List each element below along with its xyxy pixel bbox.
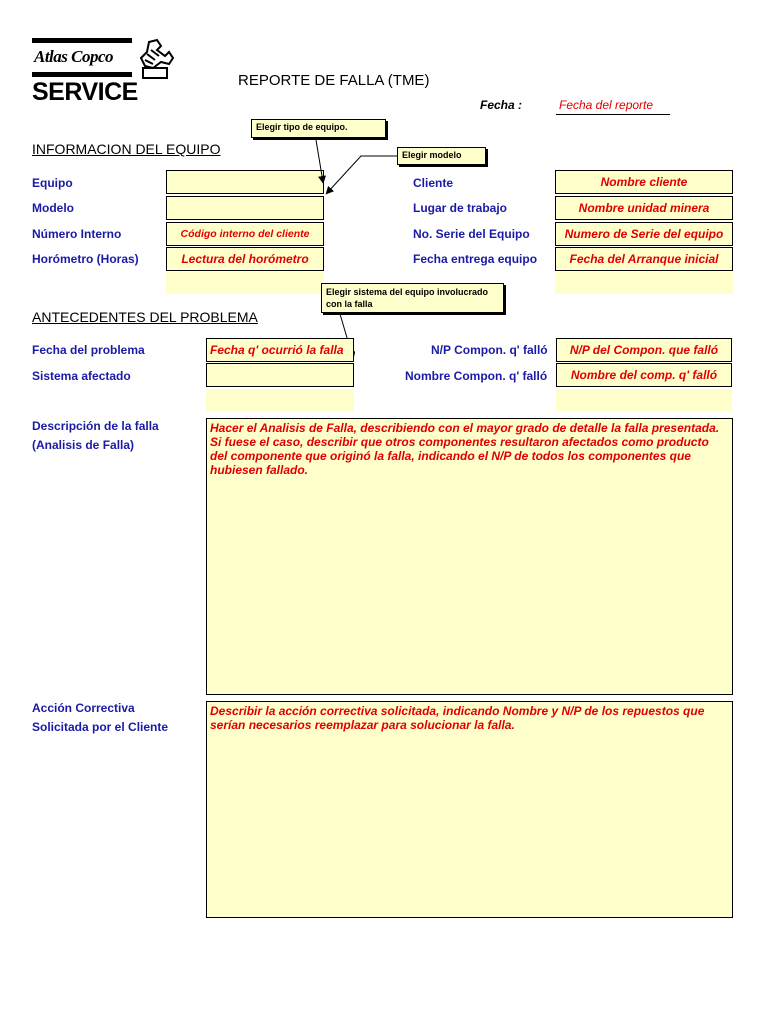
lugar-trabajo-value: Nombre unidad minera bbox=[578, 201, 710, 215]
fecha-problema-label: Fecha del problema bbox=[32, 343, 145, 357]
model-arrow bbox=[327, 156, 397, 193]
accion-field[interactable] bbox=[206, 701, 733, 918]
page-title: REPORTE DE FALLA (TME) bbox=[238, 72, 430, 89]
date-label: Fecha : bbox=[480, 98, 523, 112]
accion-label-2: Solicitada por el Cliente bbox=[32, 720, 169, 734]
np-compon-field[interactable] bbox=[556, 338, 732, 362]
fecha-problema-value: Fecha q' ocurrió la falla bbox=[210, 343, 344, 357]
problem-section-title: ANTECEDENTES DEL PROBLEMA bbox=[32, 309, 258, 325]
nombre-compon-value: Nombre del comp. q' falló bbox=[570, 368, 718, 382]
logo-brand-text: Atlas Copco bbox=[34, 47, 114, 66]
equipment-type-arrow bbox=[316, 140, 323, 182]
modelo-label: Modelo bbox=[32, 201, 74, 215]
accion-label-1: Acción Correctiva bbox=[32, 701, 135, 715]
sistema-afectado-label: Sistema afectado bbox=[32, 369, 131, 383]
accion-text: Describir la acción correctiva solicitada, indicando Nombre y N/P de los repuestos que serían necesarios reemplazar para solucionar la falla. bbox=[210, 704, 705, 732]
cliente-value: Nombre cliente bbox=[600, 175, 688, 189]
fecha-entrega-label: Fecha entrega equipo bbox=[413, 252, 538, 266]
descripcion-field[interactable] bbox=[206, 418, 733, 695]
np-compon-value: N/P del Compon. que falló bbox=[569, 343, 719, 357]
cliente-label: Cliente bbox=[413, 176, 454, 190]
descripcion-label-2: (Analisis de Falla) bbox=[32, 438, 135, 452]
fecha-problema-field[interactable] bbox=[206, 338, 354, 362]
descripcion-label-1: Descripción de la falla bbox=[32, 419, 159, 433]
model-note: Elegir modelo bbox=[397, 147, 486, 165]
serie-equipo-label: No. Serie del Equipo bbox=[413, 227, 530, 241]
system-note: Elegir sistema del equipo involucrado con la falla bbox=[321, 283, 504, 313]
numero-interno-label: Número Interno bbox=[32, 227, 122, 241]
serie-equipo-value: Numero de Serie del equipo bbox=[564, 227, 724, 241]
logo-service-text: SERVICE bbox=[32, 78, 138, 106]
sistema-afectado-value bbox=[207, 364, 353, 386]
descripcion-text: Hacer el Analisis de Falla, describiendo con el mayor grado de detalle la falla presentada. Si fuese el caso, describir que otros componentes resultaron afectados como producto del componente que originó la falla, indicando el N/P de todos los componentes que hubiesen fallado. bbox=[210, 421, 720, 477]
fecha-entrega-value: Fecha del Arranque inicial bbox=[569, 252, 719, 266]
np-compon-label: N/P Compon. q' falló bbox=[431, 343, 548, 357]
horometro-label: Horómetro (Horas) bbox=[32, 252, 139, 266]
numero-interno-value: Código interno del cliente bbox=[180, 228, 310, 240]
date-field[interactable]: Fecha del reporte bbox=[556, 98, 670, 115]
sistema-afectado-field[interactable] bbox=[206, 363, 354, 387]
equipment-type-note: Elegir tipo de equipo. bbox=[251, 119, 386, 138]
problem-left-spacer bbox=[206, 389, 354, 411]
lugar-trabajo-label: Lugar de trabajo bbox=[413, 201, 508, 215]
nombre-compon-field[interactable] bbox=[556, 363, 732, 387]
equipo-label: Equipo bbox=[32, 176, 73, 190]
problem-right-spacer bbox=[556, 389, 732, 411]
horometro-value: Lectura del horómetro bbox=[181, 252, 309, 266]
equipment-section-title: INFORMACION DEL EQUIPO bbox=[32, 141, 221, 157]
nombre-compon-label: Nombre Compon. q' falló bbox=[405, 369, 548, 383]
